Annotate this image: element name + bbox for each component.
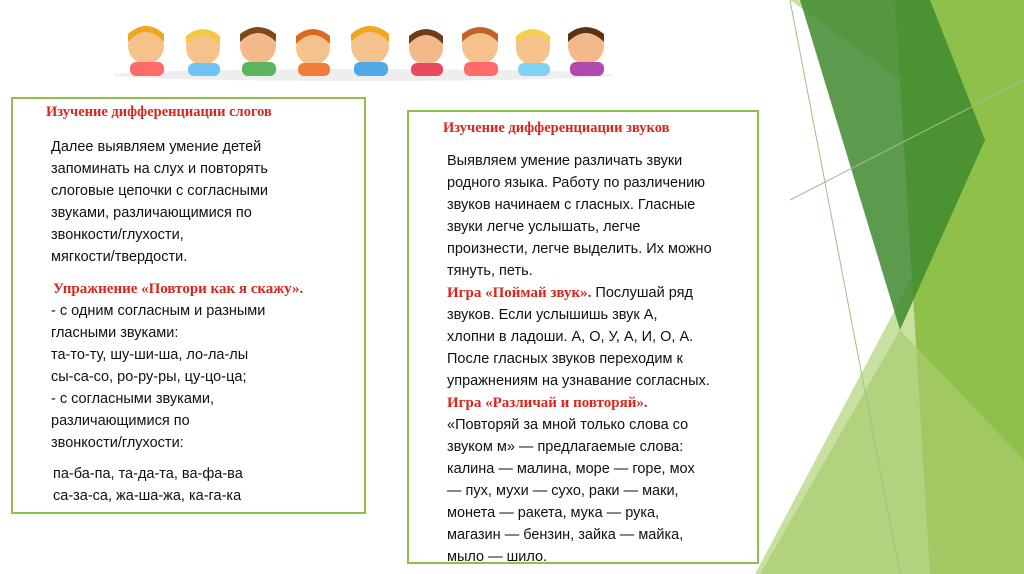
game2-line: калина — малина, море — горе, мох bbox=[447, 461, 695, 477]
exercise-title: Упражнение «Повтори как я скажу». bbox=[53, 281, 304, 297]
left-intro-line: запоминать на слух и повторять bbox=[51, 161, 268, 177]
right-intro-line: звуков начинаем с гласных. Гласные bbox=[447, 197, 696, 213]
right-intro-line: Выявляем умение различать звуки bbox=[447, 153, 683, 169]
right-intro-line: родного языка. Работу по различению bbox=[447, 175, 706, 191]
game2-line: — пух, мухи — сухо, раки — маки, bbox=[447, 483, 679, 499]
left-box-title: Изучение дифференциации слогов bbox=[46, 104, 272, 120]
sound-differentiation-box bbox=[407, 110, 759, 564]
exercise-line: сы-са-со, ро-ру-ры, цу-цо-ца; bbox=[51, 369, 247, 385]
exercise-line: гласными звуками: bbox=[51, 325, 179, 341]
exercise-line: различающимися по bbox=[51, 413, 190, 429]
example-line: са-за-са, жа-ша-жа, ка-га-ка bbox=[53, 488, 242, 504]
left-intro-line: звонкости/глухости, bbox=[51, 227, 184, 243]
game1-line: звуков. Если услышишь звук А, bbox=[447, 307, 658, 323]
game2-line: магазин — бензин, зайка — майка, bbox=[447, 527, 684, 543]
game1-title: Игра «Поймай звук». bbox=[447, 285, 592, 301]
game1-first-line bbox=[447, 282, 693, 304]
game1-line: хлопни в ладоши. А, О, У, А, И, О, А. bbox=[447, 329, 694, 345]
game1-line: После гласных звуков переходим к bbox=[447, 351, 683, 367]
game2-line: «Повторяй за мной только слова со bbox=[447, 417, 689, 433]
right-box-title: Изучение дифференциации звуков bbox=[443, 120, 670, 136]
right-intro-line: тянуть, петь. bbox=[447, 263, 533, 279]
exercise-line: та-то-ту, шу-ши-ша, ло-ла-лы bbox=[51, 347, 249, 363]
exercise-line: звонкости/глухости: bbox=[51, 435, 184, 451]
syllable-differentiation-box bbox=[11, 97, 366, 514]
game1-line: упражнениям на узнавание согласных. bbox=[447, 373, 710, 389]
left-intro-line: мягкости/твердости. bbox=[51, 249, 188, 265]
example-line: па-ба-па, та-да-та, ва-фа-ва bbox=[53, 466, 243, 482]
right-intro-line: произнести, легче выделить. Их можно bbox=[447, 241, 712, 257]
game2-line: звуком м» — предлагаемые слова: bbox=[447, 439, 684, 455]
left-intro-line: звуками, различающимися по bbox=[51, 205, 252, 221]
game1-first-text: Послушай ряд bbox=[591, 285, 693, 301]
right-intro-line: звуки легче услышать, легче bbox=[447, 219, 641, 235]
game2-line: монета — ракета, мука — рука, bbox=[447, 505, 660, 521]
exercise-line: - с одним согласным и разными bbox=[51, 303, 266, 319]
exercise-line: - с согласными звуками, bbox=[51, 391, 214, 407]
left-intro-line: слоговые цепочки с согласными bbox=[51, 183, 269, 199]
left-intro-line: Далее выявляем умение детей bbox=[51, 139, 262, 155]
children-banner-image bbox=[108, 20, 618, 82]
game2-line: мыло — шило. bbox=[447, 549, 548, 565]
game2-title: Игра «Различай и повторяй». bbox=[447, 395, 648, 411]
